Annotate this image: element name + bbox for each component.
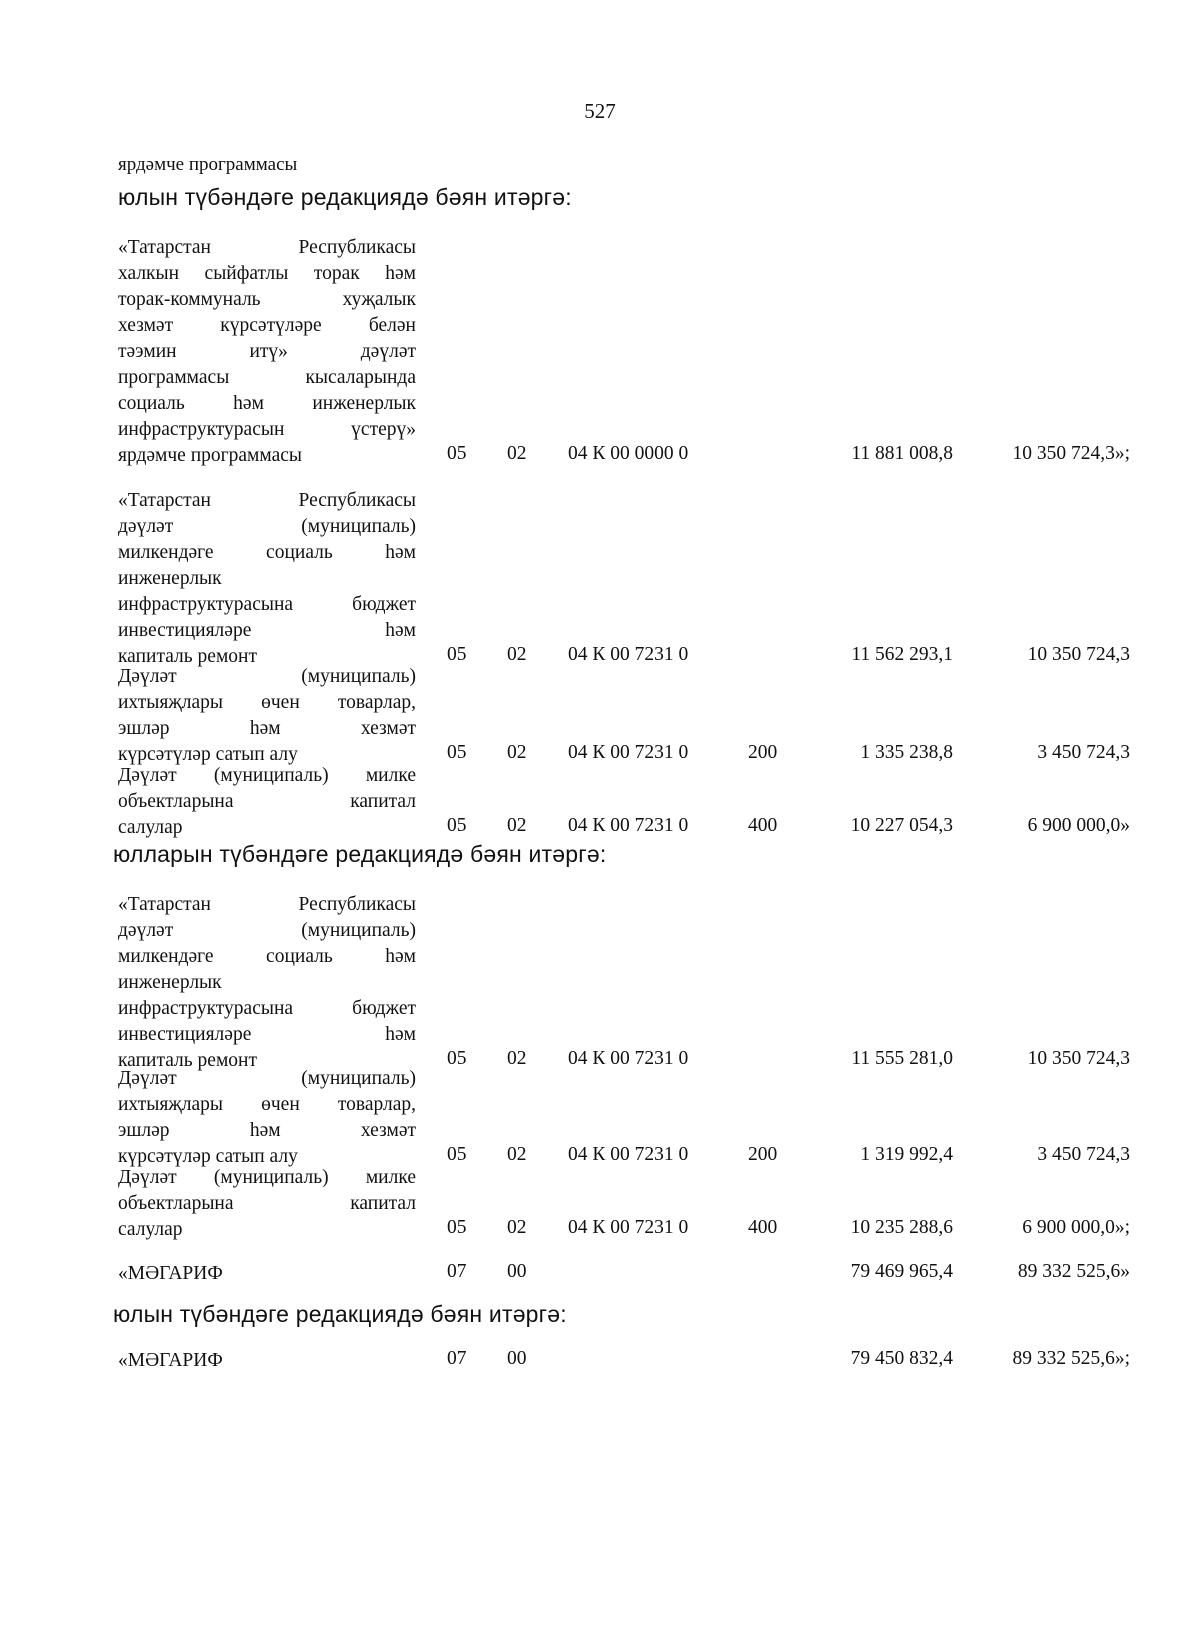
amount-year-2: 6 900 000,0» xyxy=(1027,815,1130,836)
description-line: милкендəге социаль һəм xyxy=(118,542,416,563)
amount-year-2: 10 350 724,3 xyxy=(1027,644,1130,665)
section-code: 05 xyxy=(447,1048,467,1069)
description-line: объектларына капитал xyxy=(118,791,416,812)
description-line: объектларына капитал xyxy=(118,1193,416,1214)
description-line: салулар xyxy=(118,1219,183,1240)
row-description xyxy=(118,664,416,768)
description-line: инженерлык xyxy=(118,972,222,993)
section-code: 05 xyxy=(447,742,467,763)
amount-year-2: 3 450 724,3 xyxy=(1037,742,1130,763)
section-code: 05 xyxy=(447,815,467,836)
description-line: ихтыяҗлары өчен товарлар, xyxy=(118,1094,416,1115)
section-code: 07 xyxy=(447,1261,467,1282)
description-line: эшлəр һəм хезмəт xyxy=(118,1120,416,1141)
row-description xyxy=(118,1348,416,1374)
description-line: «МƏГАРИФ xyxy=(118,1350,223,1371)
description-line: халкын сыйфатлы торак һəм xyxy=(118,263,416,284)
description-line: хезмəт күрсəтүлəре белəн xyxy=(118,315,416,336)
description-line: социаль һəм инженерлык xyxy=(118,393,416,414)
description-line: капиталь ремонт xyxy=(118,646,257,667)
amount-year-1: 79 469 965,4 xyxy=(850,1261,953,1282)
instruction-line: юлларын түбəндəге редакциядə бəян итəргə: xyxy=(113,841,607,867)
description-line: эшлəр һəм хезмəт xyxy=(118,718,416,739)
description-line: инвестициялəре һəм xyxy=(118,620,416,641)
amount-year-1: 79 450 832,4 xyxy=(850,1348,953,1369)
description-line: ихтыяҗлары өчен товарлар, xyxy=(118,692,416,713)
row-description xyxy=(118,1261,416,1287)
description-line: салулар xyxy=(118,817,183,838)
description-line: «МƏГАРИФ xyxy=(118,1263,223,1284)
subsection-code: 02 xyxy=(507,815,527,836)
subsection-code: 02 xyxy=(507,443,527,464)
description-line: инфраструктурасына бюджет xyxy=(118,594,416,615)
target-article-code: 04 К 00 7231 0 xyxy=(568,815,689,836)
expense-type-code: 200 xyxy=(748,742,778,763)
amount-year-1: 11 562 293,1 xyxy=(851,644,953,665)
row-description xyxy=(118,488,416,670)
amount-year-2: 3 450 724,3 xyxy=(1037,1144,1130,1165)
amount-year-1: 11 881 008,8 xyxy=(851,443,953,464)
section-code: 05 xyxy=(447,1144,467,1165)
description-line: инвестициялəре һəм xyxy=(118,1024,416,1045)
instruction-line: юлын түбəндəге редакциядə бəян итəргə: xyxy=(118,184,572,210)
amount-year-2: 10 350 724,3 xyxy=(1027,1048,1130,1069)
target-article-code: 04 К 00 7231 0 xyxy=(568,1048,689,1069)
expense-type-code: 200 xyxy=(748,1144,778,1165)
amount-year-2: 89 332 525,6»; xyxy=(1012,1348,1130,1369)
description-line: торак-коммуналь хуҗалык xyxy=(118,289,416,310)
description-line: дəүлəт (муниципаль) xyxy=(118,516,416,537)
description-line: Дəүлəт (муниципаль) xyxy=(118,666,416,687)
subsection-code: 02 xyxy=(507,1048,527,1069)
amount-year-2: 10 350 724,3»; xyxy=(1012,443,1130,464)
description-line: инфраструктурасына бюджет xyxy=(118,998,416,1019)
subsection-code: 00 xyxy=(507,1348,527,1369)
amount-year-2: 6 900 000,0»; xyxy=(1022,1217,1130,1238)
instruction-line: юлын түбəндəге редакциядə бəян итəргə: xyxy=(113,1301,567,1327)
section-code: 07 xyxy=(447,1348,467,1369)
description-line: программасы кысаларында xyxy=(118,367,416,388)
description-line: капиталь ремонт xyxy=(118,1050,257,1071)
subsection-code: 02 xyxy=(507,742,527,763)
amount-year-1: 10 235 288,6 xyxy=(850,1217,953,1238)
amount-year-1: 1 319 992,4 xyxy=(860,1144,953,1165)
target-article-code: 04 К 00 7231 0 xyxy=(568,1144,689,1165)
description-line: күрсəтүлəр сатып алу xyxy=(118,1146,298,1167)
target-article-code: 04 К 00 7231 0 xyxy=(568,644,689,665)
row-description xyxy=(118,235,416,469)
subsection-code: 02 xyxy=(507,1217,527,1238)
amount-year-2: 89 332 525,6» xyxy=(1017,1261,1130,1282)
row-description xyxy=(118,1066,416,1170)
subsection-code: 02 xyxy=(507,1144,527,1165)
description-line: инженерлык xyxy=(118,568,222,589)
amount-year-1: 10 227 054,3 xyxy=(850,815,953,836)
description-line: инфраструктурасын үстерү» xyxy=(118,419,416,440)
row-description xyxy=(118,1165,416,1243)
description-line: Дəүлəт (муниципаль) милке xyxy=(118,1167,416,1188)
row-description xyxy=(118,892,416,1074)
amount-year-1: 1 335 238,8 xyxy=(860,742,953,763)
description-line: дəүлəт (муниципаль) xyxy=(118,920,416,941)
description-line: тəэмин итү» дəүлəт xyxy=(118,341,416,362)
expense-type-code: 400 xyxy=(748,1217,778,1238)
row-description xyxy=(118,763,416,841)
section-code: 05 xyxy=(447,644,467,665)
description-line: «Татарстан Республикасы xyxy=(118,894,416,915)
expense-type-code: 400 xyxy=(748,815,778,836)
section-code: 05 xyxy=(447,443,467,464)
intro-line: ярдəмче программасы xyxy=(118,154,298,175)
amount-year-1: 11 555 281,0 xyxy=(851,1048,953,1069)
description-line: «Татарстан Республикасы xyxy=(118,490,416,511)
subsection-code: 00 xyxy=(507,1261,527,1282)
section-code: 05 xyxy=(447,1217,467,1238)
page-number: 527 xyxy=(584,99,616,123)
target-article-code: 04 К 00 7231 0 xyxy=(568,742,689,763)
target-article-code: 04 К 00 0000 0 xyxy=(568,443,689,464)
description-line: «Татарстан Республикасы xyxy=(118,237,416,258)
description-line: Дəүлəт (муниципаль) милке xyxy=(118,765,416,786)
subsection-code: 02 xyxy=(507,644,527,665)
target-article-code: 04 К 00 7231 0 xyxy=(568,1217,689,1238)
description-line: милкендəге социаль һəм xyxy=(118,946,416,967)
description-line: ярдəмче программасы xyxy=(118,445,303,466)
description-line: күрсəтүлəр сатып алу xyxy=(118,744,298,765)
description-line: Дəүлəт (муниципаль) xyxy=(118,1068,416,1089)
